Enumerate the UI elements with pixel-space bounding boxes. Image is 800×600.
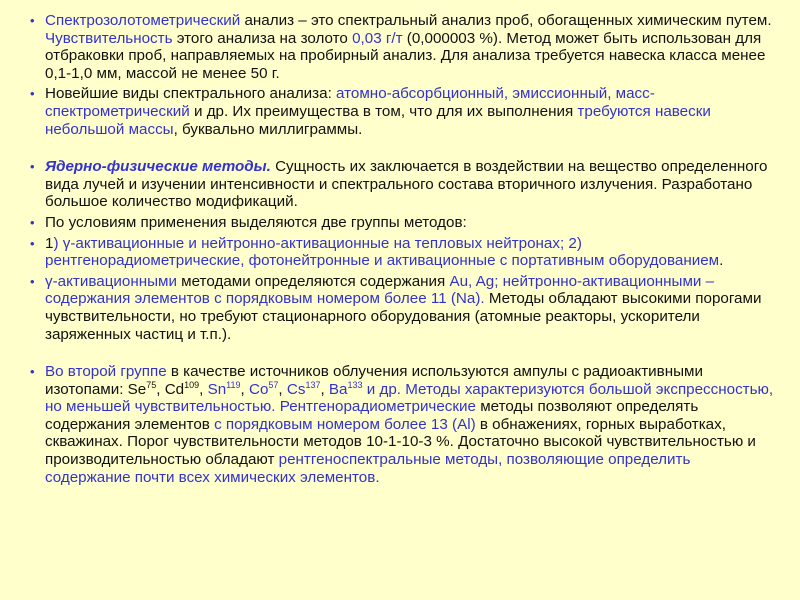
text-segment: , Cd: [156, 380, 185, 398]
text-segment: .: [719, 252, 724, 270]
paragraph-text: [45, 363, 773, 486]
text-segment: ,: [199, 380, 208, 398]
text-segment: ,: [278, 380, 287, 398]
text-segment: ,: [240, 380, 249, 398]
bullet-icon: •: [30, 214, 35, 230]
text-segment: Во второй группе: [45, 363, 167, 381]
text-segment: Чувствительность: [45, 29, 173, 47]
paragraph-text: [45, 214, 467, 231]
text-segment: Cs: [286, 380, 306, 398]
bullet-icon: •: [30, 86, 35, 102]
paragraph-two-groups: [30, 214, 780, 232]
paragraph-new-spectral-methods: [30, 85, 780, 138]
text-segment: в качестве источников облучения используются ампулы с радиоактивными изотопами: Se: [45, 363, 703, 398]
bullet-icon: •: [30, 273, 35, 289]
paragraph-text: [45, 12, 772, 82]
text-segment: Рентгенорадиометрические: [279, 398, 476, 416]
paragraph-gamma-activation: [30, 273, 780, 343]
text-segment: рентгеноспектральные методы, позволяющие определить содержание почти всех химических элементов: [45, 451, 691, 486]
bullet-icon: •: [30, 235, 35, 251]
text-segment: .: [375, 468, 380, 486]
text-segment: требуются навески небольшой массы: [45, 102, 711, 138]
text-segment: Сущность их заключается в воздействии на вещество определенного вида лучей и изучении интенсивности и спектрального состава вторичного излучения. Разработано большое количество модификаций.: [45, 158, 768, 211]
text-segment: (0,000003 %). Метод может быть использован для отбраковки проб, направляемых на пробирный анализ. Для анализа требуется навеска класса менее 0,1-1,0 мм, массой не менее 50 г.: [45, 29, 766, 82]
text-segment: Ba: [328, 380, 348, 398]
text-segment: Новейшие виды спектрального анализа:: [45, 85, 337, 103]
text-segment: Sn: [207, 380, 227, 398]
text-segment: этого анализа на золото: [172, 29, 353, 47]
text-segment: с порядковым номером более 13 (Al): [214, 415, 476, 433]
text-segment: Методы обладают высокими порогами чувствительности, но требуют стационарного оборудования (атомные реакторы, ускорители заряженных частиц и т.п.).: [45, 290, 762, 343]
text-segment: ) γ-активационные и нейтронно-активационные на тепловых нейтронах; 2) рентгенорадиометрические, фотонейтронные и активационные с портативным оборудованием: [45, 234, 720, 270]
text-segment: и др. Методы характеризуются большой экспрессностью, но меньшей чувствительностью.: [45, 380, 774, 416]
text-segment: Au, Ag; нейтронно-активационными – содержания элементов с порядковым номером более 11 (Na).: [45, 272, 715, 308]
text-segment: Спектрозолотометрический: [45, 12, 241, 29]
text-segment: методами определяются содержания: [176, 272, 450, 290]
paragraph-text: [45, 273, 761, 343]
paragraph-text: [45, 158, 767, 210]
paragraph-group-list: [30, 235, 780, 270]
text-segment: атомно-абсорбционный, эмиссионный, масс-спектрометрический: [45, 85, 655, 120]
superscript-text: 57: [268, 379, 279, 390]
paragraph-text: [45, 235, 723, 270]
bullet-icon: •: [30, 159, 35, 175]
superscript-text: 75: [146, 379, 157, 390]
text-segment: в обнажениях, горных выработках, скважинах. Порог чувствительности методов 10-1-10-3 %. Достаточно высокой чувствительностью и производительностью обладают: [45, 415, 756, 469]
text-segment: , буквально миллиграммы.: [173, 120, 363, 138]
superscript-text: 109: [184, 379, 200, 390]
superscript-text: 119: [226, 379, 241, 390]
paragraph-spectrogold-analysis: [30, 12, 780, 82]
text-segment: методы позволяют определять содержания элементов: [45, 398, 699, 433]
text-segment: ,: [320, 380, 329, 398]
paragraph-second-group: [30, 363, 780, 486]
paragraph-nuclear-physical-methods: [30, 158, 780, 211]
text-segment: 0,03 г/т: [352, 29, 403, 47]
superscript-text: 133: [347, 379, 363, 390]
superscript-text: 137: [305, 379, 321, 390]
paragraph-text: [45, 85, 711, 137]
bullet-icon: •: [30, 364, 35, 380]
text-segment: 1: [45, 234, 54, 252]
text-segment: По условиям применения выделяются две группы методов:: [45, 213, 467, 231]
bullet-icon: •: [30, 13, 35, 28]
text-segment: Co: [248, 380, 269, 398]
text-segment: Ядерно-физические методы.: [45, 158, 271, 176]
text-segment: анализ – это спектральный анализ проб, обогащенных химическим путем.: [240, 12, 772, 29]
text-segment: γ-активационными: [45, 272, 177, 290]
text-segment: и др. Их преимущества в том, что для их выполнения: [189, 102, 578, 120]
